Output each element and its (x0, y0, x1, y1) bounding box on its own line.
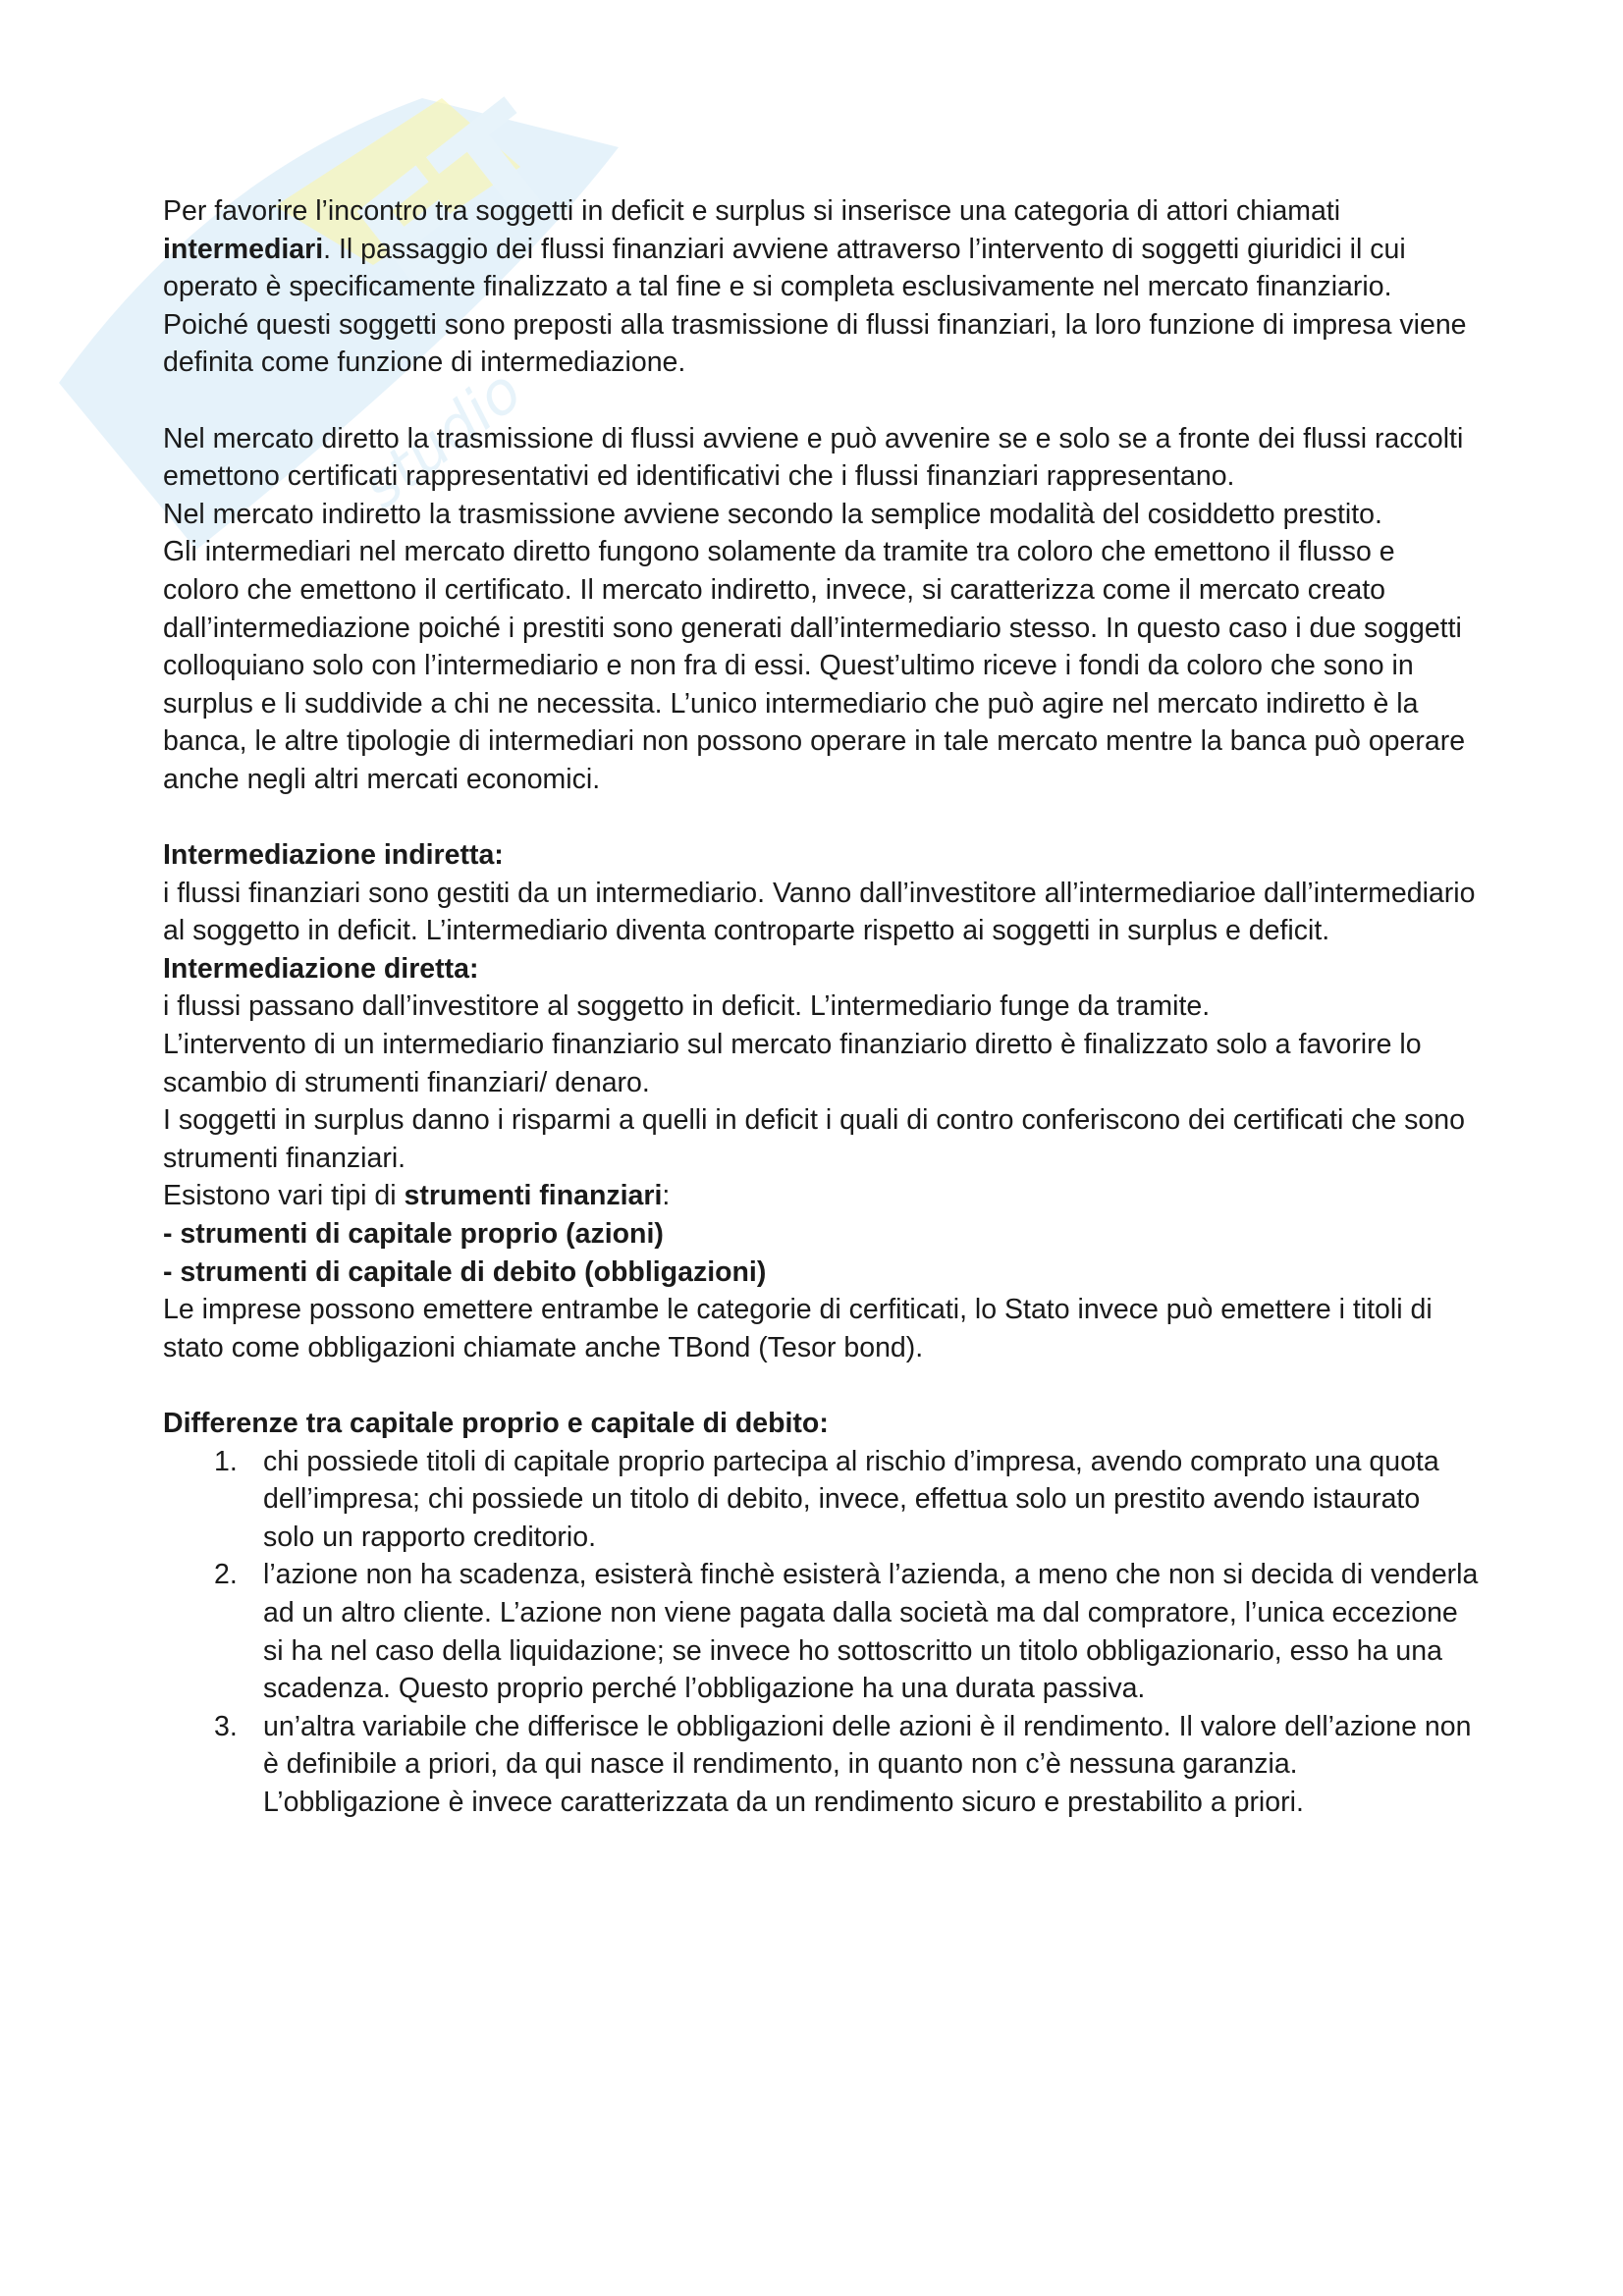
intro-text-2: . Il passaggio dei flussi finanziari avviene attraverso l’intervento di soggetti giuridici il cui operato è specificamente finalizzato a tal fine e si completa esclusivamente nel mercato finanziario. Poiché questi soggetti sono preposti alla trasmissione di flussi finanziari, la loro funzione di impresa viene definita come funzione di intermediazione. (163, 233, 1467, 379)
diretta-text-3: I soggetti in surplus danno i risparmi a quelli in deficit i quali di contro conferiscono dei certificati che sono strumenti finanziari. (163, 1104, 1465, 1174)
list-item-text: un’altra variabile che differisce le obbligazioni delle azioni è il rendimento. Il valore dell’azione non è definibile a priori, da qui nasce il rendimento, in quanto non c’è nessuna garanzia. L’obbligazione è invece caratterizzata da un rendimento sicuro e prestabilito a priori. (263, 1710, 1472, 1818)
intro-text-1: Per favorire l’incontro tra soggetti in deficit e surplus si inserisce una categoria di attori chiamati (163, 195, 1341, 227)
list-item-text: chi possiede titoli di capitale proprio partecipa al rischio d’impresa, avendo comprato una quota dell’impresa; chi possiede un titolo di debito, invece, effettua solo un prestito avendo istaurato solo un rapporto creditorio. (263, 1445, 1439, 1553)
strumento-item-1 (163, 1215, 1479, 1254)
diretta-text-1: i flussi passano dall’investitore al soggetto in deficit. L’intermediario funge da tramite. (163, 990, 1211, 1023)
intro-bold-term: intermediari (163, 233, 324, 265)
spacer (163, 799, 1479, 837)
list-item-number: 3. (214, 1710, 238, 1742)
list-item (163, 1556, 1479, 1707)
indiretta-text: i flussi finanziari sono gestiti da un intermediario. Vanno dall’investitore all’intermediarioe dall’intermediario al soggetto in deficit. L’intermediario diventa controparte rispetto ai soggetti in surplus e deficit. (163, 877, 1476, 947)
list-item-number: 1. (214, 1445, 238, 1477)
document-page (163, 192, 1479, 1822)
indiretta-heading-text: Intermediazione indiretta: (163, 839, 504, 872)
strumenti-intro (163, 1177, 1479, 1215)
strumenti-suffix: : (662, 1180, 671, 1212)
mercato-indiretto-paragraph: Nel mercato indiretto la trasmissione avviene secondo la semplice modalità del cosiddetto prestito. (163, 498, 1382, 530)
watermark-slogan-text: studio (350, 356, 535, 522)
list-item-text: l’azione non ha scadenza, esisterà finchè esisterà l’azienda, a meno che non si decida di venderla ad un altro cliente. L’azione non viene pagata dalla società ma dal compratore, l’unica eccezione si ha nel caso della liquidazione; se invece ho sottoscritto un titolo obbligazionario, esso ha una scadenza. Questo proprio perché l’obbligazione ha una durata passiva. (263, 1559, 1479, 1705)
strumento-item-2 (163, 1254, 1479, 1292)
intro-paragraph (163, 192, 1479, 382)
list-item (163, 1443, 1479, 1557)
mercato-diretto-paragraph: Nel mercato diretto la trasmissione di flussi avviene e può avvenire se e solo se a fronte dei flussi raccolti emettono certificati rappresentativi ed identificativi che i flussi finanziari rappresentano. (163, 422, 1464, 493)
strumenti-bold: strumenti finanziari (404, 1180, 663, 1212)
strumento-item-1-text: - strumenti di capitale proprio (azioni) (163, 1218, 664, 1251)
differenze-heading (163, 1405, 1479, 1443)
intermediari-paragraph: Gli intermediari nel mercato diretto fungono solamente da tramite tra coloro che emettono il flusso e coloro che emettono il certificato. Il mercato indiretto, invece, si caratterizza come il mercato creato dall’intermediazione poiché i prestiti sono generati dall’intermediario stesso. In questo caso i due soggetti colloquiano solo con l’intermediario e non fra di essi. Quest’ultimo riceve i fondi da coloro che sono in surplus e li suddivide a chi ne necessita. L’unico intermediario che può agire nel mercato indiretto è la banca, le altre tipologie di intermediari non possono operare in tale mercato mentre la banca può operare anche negli altri mercati economici. (163, 536, 1466, 795)
spacer (163, 1366, 1479, 1405)
indiretta-heading (163, 836, 1479, 875)
list-item-number: 2. (214, 1559, 238, 1591)
diretta-heading (163, 950, 1479, 988)
watermark-brand-text: ET (329, 74, 593, 333)
diretta-text-2: L’intervento di un intermediario finanziario sul mercato finanziario diretto è finalizzato solo a favorire lo scambio di strumenti finanziari/ denaro. (163, 1029, 1422, 1098)
spacer (163, 382, 1479, 420)
imprese-paragraph: Le imprese possono emettere entrambe le categorie di cerfiticati, lo Stato invece può emettere i titoli di stato come obbligazioni chiamate anche TBond (Tesor bond). (163, 1294, 1433, 1363)
diretta-heading-text: Intermediazione diretta: (163, 952, 479, 985)
differenze-list (163, 1443, 1479, 1822)
list-item (163, 1708, 1479, 1822)
strumento-item-2-text: - strumenti di capitale di debito (obbligazioni) (163, 1255, 767, 1288)
differenze-heading-text: Differenze tra capitale proprio e capitale di debito: (163, 1408, 829, 1439)
strumenti-prefix: Esistono vari tipi di (163, 1180, 405, 1212)
